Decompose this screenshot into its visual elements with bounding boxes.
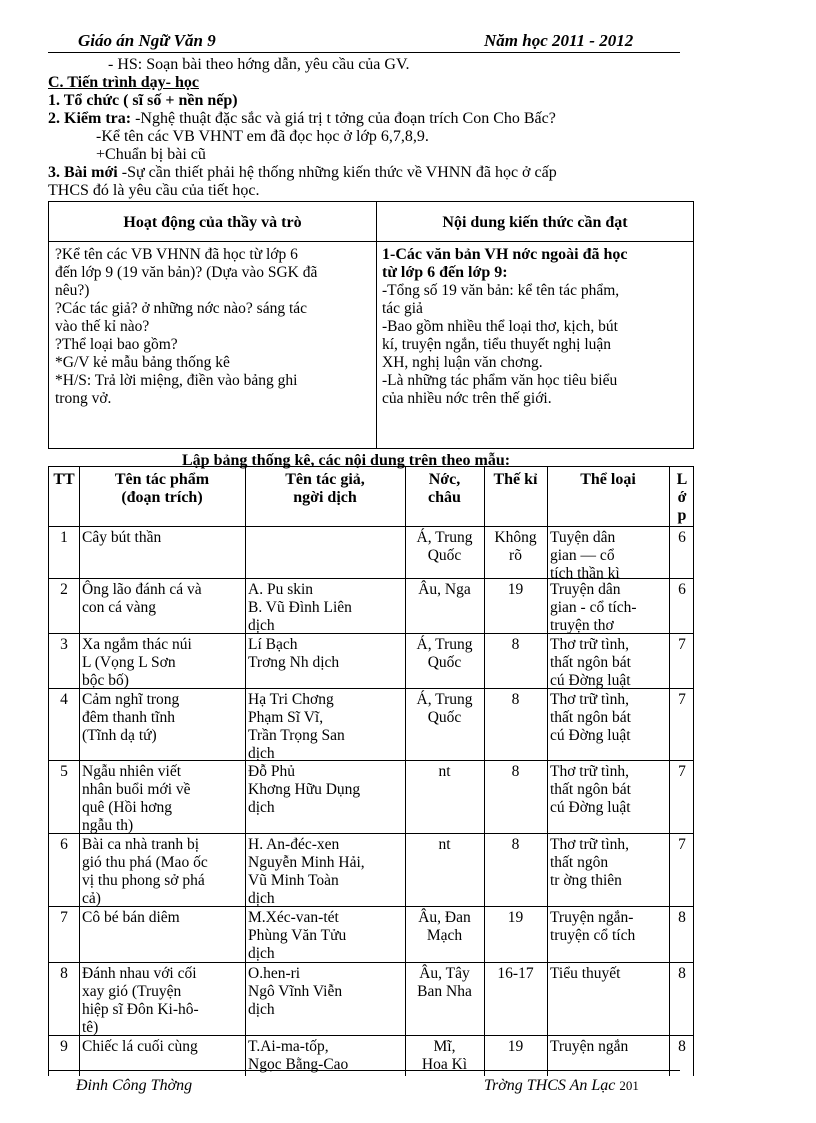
row-genre-line: Tiểu thuyết	[550, 965, 621, 982]
row-work	[82, 1038, 242, 1056]
row-century	[487, 836, 544, 854]
row-genre-line: cú Đờng luật	[550, 672, 631, 689]
item-2	[48, 110, 556, 128]
row-tt	[52, 909, 76, 927]
row-author-line: Ngô Vĩnh Viễn	[248, 983, 343, 1000]
row-country	[408, 691, 481, 727]
row-country-line: Quốc	[427, 654, 462, 671]
row-country-line: Á, Trung	[416, 691, 473, 708]
header-century-line: Thế kỉ	[493, 471, 538, 488]
row-work-line: Ngẫu nhiên viết	[82, 763, 182, 780]
row-genre-line: cú Đờng luật	[550, 727, 631, 744]
row-genre	[550, 636, 666, 690]
row-genre-line: thất ngôn	[550, 854, 609, 871]
row-author-line: Hạ Tri Chơng	[248, 691, 334, 708]
row-country-line: Âu, Nga	[418, 581, 471, 598]
row-grade	[672, 636, 692, 654]
row-genre-line: Truyện ngắn	[550, 1038, 629, 1055]
header-grade-line: L	[676, 471, 688, 488]
row-century	[487, 1038, 544, 1056]
row-genre-line: Thơ trữ tình,	[550, 836, 630, 853]
activity-left-line: *G/V kẻ mẫu bảng thống kê	[55, 354, 230, 371]
header-subject: Giáo án Ngữ Văn 9	[78, 31, 216, 50]
activity-left-line: vào thế kỉ nào?	[55, 318, 150, 335]
row-genre	[550, 836, 666, 890]
row-grade-line: 7	[678, 636, 686, 653]
header-author-line: Tên tác giả,	[285, 471, 365, 488]
activity-header-left: Hoạt động của thầy và trò	[123, 214, 302, 231]
row-tt	[52, 529, 76, 547]
row-country	[408, 909, 481, 945]
row-tt-line: 3	[60, 636, 68, 653]
row-tt-line: 8	[60, 965, 68, 982]
item-3-text: -Sự cần thiết phải hệ thống những kiến thức về VHNN đã học ở cấp	[117, 164, 557, 181]
row-author-line: B. Vũ Đình Liên	[248, 599, 352, 616]
row-country	[408, 529, 481, 565]
row-work-line: vị thu phong sở phá	[82, 872, 205, 889]
activity-left-line: *H/S: Trả lời miệng, điền vào bảng ghi	[55, 372, 298, 389]
column-rule	[484, 467, 485, 1076]
table-caption: Lập bảng thống kê, các nội dung trên theo mẫu:	[182, 452, 511, 469]
column-rule	[79, 467, 80, 1076]
header-tt-line: TT	[53, 471, 75, 488]
activity-table-header-rule	[49, 241, 693, 242]
row-tt	[52, 691, 76, 709]
row-work-line: Cô bé bán diêm	[82, 909, 180, 926]
row-century	[487, 691, 544, 709]
row-work-line: (Tĩnh dạ tứ)	[82, 727, 157, 744]
item-2-text: -Nghệ thuật đặc sắc và giá trị t tởng của đoạn trích Con Cho Bấc?	[131, 110, 556, 127]
hs-preparation-line: - HS: Soạn bài theo hớng dẫn, yêu cầu của GV.	[108, 56, 410, 73]
row-tt	[52, 836, 76, 854]
header-genre-line: Thể loại	[580, 471, 636, 488]
works-table	[48, 466, 694, 1076]
row-genre-line: gian - cổ tích-	[550, 599, 637, 616]
header-tt	[52, 471, 76, 489]
row-century-line: 19	[507, 909, 524, 926]
item-2-line-b: -Kể tên các VB VHNT em đã đọc học ở lớp 6,7,8,9.	[96, 128, 429, 145]
header-author-line: ngời dịch	[293, 489, 357, 506]
row-grade	[672, 1038, 692, 1056]
activity-right-content	[382, 246, 628, 408]
row-grade-line: 8	[678, 1038, 686, 1055]
activity-right-line: -Là những tác phẩm văn học tiêu biểu	[382, 372, 618, 389]
header-school-year: Năm học 2011 - 2012	[484, 31, 634, 50]
row-century	[487, 965, 544, 983]
row-genre-line: truyện thơ	[550, 617, 614, 634]
row-country	[408, 763, 481, 781]
row-country-line: nt	[438, 763, 451, 780]
row-century	[487, 529, 544, 565]
row-work-line: Xa ngắm thác núi	[82, 636, 192, 653]
row-grade-line: 7	[678, 763, 686, 780]
row-author-line: Ngọc Bằng-Cao	[248, 1056, 349, 1073]
row-grade	[672, 581, 692, 599]
row-century-line: rõ	[509, 547, 522, 564]
activity-left-content	[55, 246, 317, 408]
row-country-line: Ban Nha	[417, 983, 472, 1000]
row-genre	[550, 581, 666, 635]
row-tt	[52, 636, 76, 654]
footer-school	[484, 1077, 639, 1095]
row-country-line: Âu, Đan	[418, 909, 471, 926]
row-work-line: cả)	[82, 890, 101, 907]
activity-table	[48, 201, 694, 449]
activity-right-line: XH, nghị luận văn chơng.	[382, 354, 543, 371]
row-author-line: Trần Trọng San	[248, 727, 345, 744]
row-century-line: 8	[511, 691, 520, 708]
row-grade	[672, 529, 692, 547]
row-grade-line: 8	[678, 909, 686, 926]
row-author-line: dịch	[248, 945, 275, 962]
header-country-line: châu	[428, 489, 461, 506]
row-work-line: quê (Hồi hơng	[82, 799, 172, 816]
row-country	[408, 1038, 481, 1074]
row-genre-line: tr ờng thiên	[550, 872, 622, 889]
row-work-line: Bài ca nhà tranh bị	[82, 836, 200, 853]
item-1	[48, 92, 238, 110]
header-work	[82, 471, 242, 507]
row-work-line: ngẫu th)	[82, 817, 134, 834]
header-work-line: (đoạn trích)	[121, 489, 203, 506]
row-author-line: M.Xéc-van-tét	[248, 909, 339, 926]
row-author	[248, 836, 402, 908]
section-c-heading: C. Tiến trình dạy- học	[48, 74, 199, 91]
row-grade-line: 8	[678, 965, 686, 982]
row-grade	[672, 965, 692, 983]
row-century	[487, 636, 544, 654]
row-author-line: O.hen-ri	[248, 965, 301, 982]
item-2-label: 2. Kiểm tra:	[48, 110, 132, 127]
row-work	[82, 836, 242, 908]
activity-right-line: kí, truyện ngắn, tiểu thuyết nghị luận	[382, 336, 612, 353]
footer-school-name: Trờng THCS An Lạc	[484, 1077, 616, 1094]
row-grade	[672, 763, 692, 781]
row-country	[408, 636, 481, 672]
row-tt	[52, 965, 76, 983]
row-author-line: dịch	[248, 1001, 275, 1018]
header-grade	[672, 471, 692, 525]
row-grade-line: 7	[678, 836, 686, 853]
page-header	[48, 30, 680, 53]
row-work-line: con cá vàng	[82, 599, 157, 616]
activity-right-line: -Bao gồm nhiều thể loại thơ, kịch, bút	[382, 318, 618, 335]
row-author	[248, 691, 402, 763]
row-country-line: Á, Trung	[416, 529, 473, 546]
row-author-line: Phùng Văn Tửu	[248, 927, 347, 944]
row-genre-line: thất ngôn bát	[550, 709, 631, 726]
column-rule	[405, 467, 406, 1076]
row-work	[82, 965, 242, 1037]
header-century	[487, 471, 544, 489]
header-grade-line: p	[677, 507, 687, 524]
row-genre-line: Truyện dân	[550, 581, 621, 598]
row-author-line: Lí Bạch	[248, 636, 298, 653]
row-grade-line: 6	[678, 529, 686, 546]
row-work	[82, 909, 242, 927]
activity-right-title: 1-Các văn bản VH nớc ngoài đã học	[382, 246, 628, 263]
item-3-label: 3. Bài mới	[48, 164, 118, 181]
row-author-line: Trơng Nh dịch	[248, 654, 340, 671]
row-author	[248, 636, 402, 672]
row-country-line: Quốc	[427, 709, 462, 726]
activity-left-line: ?Các tác giả? ở những nớc nào? sáng tác	[55, 300, 308, 317]
header-country-line: Nớc,	[428, 471, 461, 488]
row-century-line: 8	[511, 836, 520, 853]
row-work	[82, 581, 242, 617]
row-grade-line: 7	[678, 691, 686, 708]
row-work-line: hiệp sĩ Đôn Ki-hô-	[82, 1001, 199, 1018]
row-century-line: 16-17	[497, 965, 534, 982]
row-work-line: L (Vọng L Sơn	[82, 654, 176, 671]
row-work-line: nhân buổi mới về	[82, 781, 191, 798]
row-genre-line: thất ngôn bát	[550, 781, 631, 798]
row-genre-line: truyện cổ tích	[550, 927, 636, 944]
row-grade	[672, 836, 692, 854]
row-work-line: xay gió (Truyện	[82, 983, 182, 1000]
row-grade	[672, 909, 692, 927]
row-genre-line: Truyện ngắn-	[550, 909, 634, 926]
row-genre	[550, 691, 666, 745]
row-author	[248, 763, 402, 817]
row-grade-line: 6	[678, 581, 686, 598]
row-work-line: Đánh nhau với cối	[82, 965, 197, 982]
row-genre-line: Thơ trữ tình,	[550, 636, 630, 653]
page-footer	[48, 1070, 680, 1094]
item-3-line-b: THCS đó là yêu cầu của tiết học.	[48, 182, 260, 199]
column-rule	[547, 467, 548, 1076]
row-work-line: đêm thanh tĩnh	[82, 709, 175, 726]
row-country-line: Á, Trung	[416, 636, 473, 653]
row-century	[487, 909, 544, 927]
row-genre-line: Thơ trữ tình,	[550, 763, 630, 780]
row-author-line: Khơng Hữu Dụng	[248, 781, 361, 798]
activity-header-right: Nội dung kiến thức cần đạt	[442, 214, 628, 231]
row-rule	[49, 526, 693, 527]
row-tt-line: 4	[60, 691, 68, 708]
row-century	[487, 763, 544, 781]
row-work	[82, 529, 242, 547]
row-genre-line: cú Đờng luật	[550, 799, 631, 816]
row-country-line: Quốc	[427, 547, 462, 564]
column-rule	[245, 467, 246, 1076]
item-2-line-c: +Chuẩn bị bài cũ	[96, 146, 206, 163]
activity-left-line: đến lớp 9 (19 văn bản)? (Dựa vào SGK đã	[55, 264, 318, 281]
footer-author: Đinh Công Thờng	[76, 1077, 193, 1094]
activity-left-line: trong vở.	[55, 390, 112, 407]
row-genre	[550, 763, 666, 817]
row-tt-line: 2	[60, 581, 68, 598]
row-tt-line: 5	[60, 763, 68, 780]
row-author	[248, 1038, 402, 1074]
row-century-line: 19	[507, 581, 524, 598]
row-tt	[52, 581, 76, 599]
row-genre-line: gian — cổ	[550, 547, 615, 564]
row-work-line: bộc bố)	[82, 672, 129, 689]
row-work-line: Chiếc lá cuối cùng	[82, 1038, 198, 1055]
row-author-line: Vũ Minh Toàn	[248, 872, 339, 889]
row-author-line: H. An-đéc-xen	[248, 836, 340, 853]
activity-right-line: của nhiều nớc trên thế giới.	[382, 390, 552, 407]
row-work	[82, 763, 242, 835]
row-tt-line: 9	[60, 1038, 68, 1055]
row-genre	[550, 965, 666, 983]
row-country-line: Mạch	[426, 927, 463, 944]
item-1-label: 1. Tổ chức	[48, 92, 120, 109]
row-work-line: Cây bút thần	[82, 529, 162, 546]
header-genre	[550, 471, 666, 489]
row-country-line: Hoa Kì	[421, 1056, 468, 1073]
row-country-line: Âu, Tây	[419, 965, 470, 982]
row-tt-line: 7	[60, 909, 68, 926]
row-century-line: 8	[511, 763, 520, 780]
row-genre-line: Thơ trữ tình,	[550, 691, 630, 708]
row-author-line: Đỗ Phủ	[248, 763, 295, 780]
row-century	[487, 581, 544, 599]
row-author-line: Nguyễn Minh Hải,	[248, 854, 365, 871]
row-genre	[550, 909, 666, 945]
row-century-line: Không	[494, 529, 537, 546]
row-genre-line: tích thần kì	[550, 565, 620, 582]
row-author-line: dịch	[248, 745, 275, 762]
row-tt	[52, 763, 76, 781]
row-century-line: 19	[507, 1038, 524, 1055]
activity-right-line: tác giả	[382, 300, 423, 317]
row-author	[248, 909, 402, 963]
row-work	[82, 636, 242, 690]
row-country-line: Mĩ,	[433, 1038, 456, 1055]
activity-left-line: nêu?)	[55, 282, 90, 299]
row-genre-line: Tuyện dân	[550, 529, 616, 546]
row-work	[82, 691, 242, 745]
activity-left-line: ?Kể tên các VB VHNN đã học từ lớp 6	[55, 246, 298, 263]
row-author-line: A. Pu skin	[248, 581, 314, 598]
row-country-line: nt	[438, 836, 451, 853]
activity-right-title: từ lớp 6 đến lớp 9:	[382, 264, 508, 281]
activity-left-line: ?Thể loại bao gồm?	[55, 336, 178, 353]
row-genre	[550, 1038, 666, 1056]
row-author-line: dịch	[248, 890, 275, 907]
row-country	[408, 581, 481, 599]
row-author-line: T.Ai-ma-tốp,	[248, 1038, 329, 1055]
row-century-line: 8	[511, 636, 520, 653]
header-work-line: Tên tác phẩm	[114, 471, 210, 488]
header-grade-line: ớ	[677, 489, 687, 506]
row-author-line: Phạm Sĩ Vĩ,	[248, 709, 324, 726]
column-rule	[669, 467, 670, 1076]
activity-table-divider	[376, 202, 377, 448]
row-work-line: Cảm nghĩ trong	[82, 691, 180, 708]
header-author	[248, 471, 402, 507]
row-genre-line: thất ngôn bát	[550, 654, 631, 671]
row-grade	[672, 691, 692, 709]
row-work-line: gió thu phá (Mao ốc	[82, 854, 208, 871]
header-country	[408, 471, 481, 507]
row-author	[248, 965, 402, 1019]
row-tt	[52, 1038, 76, 1056]
row-country	[408, 965, 481, 1001]
row-work-line: tê)	[82, 1019, 99, 1036]
activity-right-line: -Tổng số 19 văn bản: kể tên tác phẩm,	[382, 282, 620, 299]
row-tt-line: 6	[60, 836, 68, 853]
row-genre	[550, 529, 666, 583]
row-author	[248, 581, 402, 635]
row-author-line: dịch	[248, 617, 275, 634]
row-author-line: dịch	[248, 799, 275, 816]
row-work-line: Ông lão đánh cá và	[82, 581, 202, 598]
row-country	[408, 836, 481, 854]
item-3	[48, 164, 557, 182]
page-number: 201	[619, 1078, 639, 1093]
row-tt-line: 1	[60, 529, 68, 546]
item-1-text: ( sĩ số + nền nếp)	[119, 92, 238, 109]
